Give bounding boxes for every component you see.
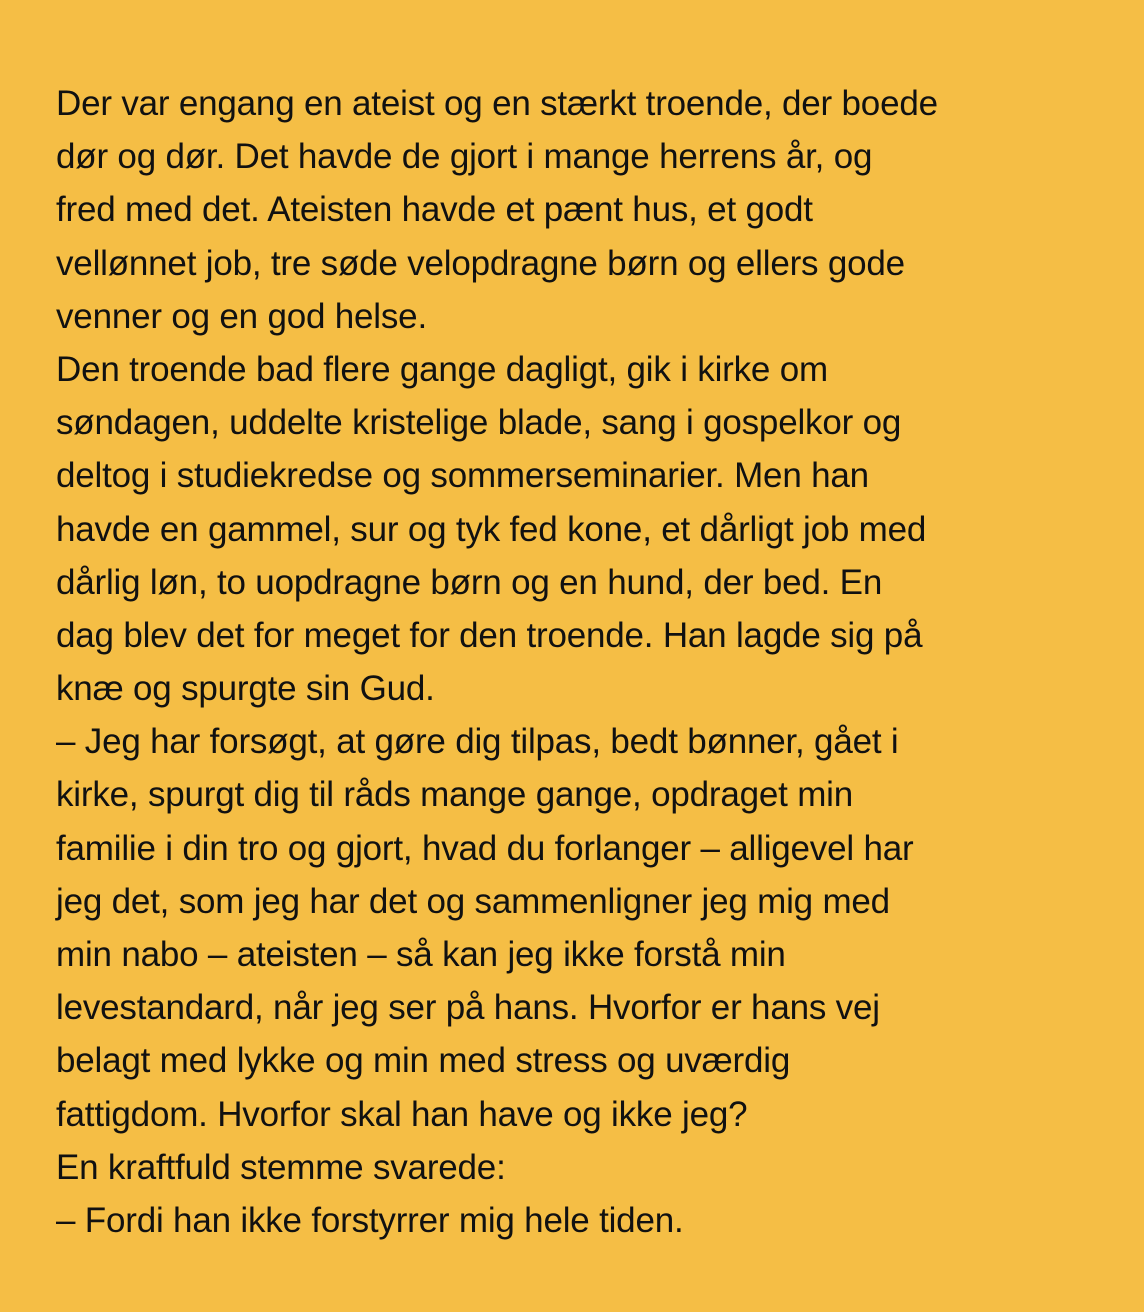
story-line: knæ og spurgte sin Gud.	[56, 669, 435, 709]
story-line: Den troende bad flere gange dagligt, gik i kirke om	[56, 349, 828, 389]
story-line: deltog i studiekredse og sommerseminarier. Men han	[56, 456, 869, 496]
story-line: dag blev det for meget for den troende. Han lagde sig på	[56, 615, 923, 655]
story-line: En kraftfuld stemme svarede:	[56, 1147, 506, 1187]
story-line: jeg det, som jeg har det og sammenligner jeg mig med	[56, 881, 890, 921]
story-line: venner og en god helse.	[56, 296, 427, 336]
story-line: havde en gammel, sur og tyk fed kone, et dårligt job med	[56, 509, 927, 549]
story-line: søndagen, uddelte kristelige blade, sang i gospelkor og	[56, 403, 902, 443]
story-line: – Jeg har forsøgt, at gøre dig tilpas, bedt bønner, gået i	[56, 722, 899, 762]
story-line: dør og dør. Det havde de gjort i mange herrens år, og	[56, 137, 873, 177]
story-line: dårlig løn, to uopdragne børn og en hund, der bed. En	[56, 562, 883, 602]
story-line: vellønnet job, tre søde velopdragne børn og ellers gode	[56, 243, 905, 283]
story-line: familie i din tro og gjort, hvad du forlanger – alligevel har	[56, 828, 914, 868]
story-line: kirke, spurgt dig til råds mange gange, opdraget min	[56, 775, 853, 815]
story-line: levestandard, når jeg ser på hans. Hvorfor er hans vej	[56, 988, 880, 1028]
story-text-block	[56, 77, 1116, 1247]
story-line: belagt med lykke og min med stress og uværdig	[56, 1041, 791, 1081]
story-line: Der var engang en ateist og en stærkt troende, der boede	[56, 84, 938, 123]
story-line: fattigdom. Hvorfor skal han have og ikke jeg?	[56, 1094, 748, 1134]
story-line: fred med det. Ateisten havde et pænt hus, et godt	[56, 190, 813, 230]
story-line: min nabo – ateisten – så kan jeg ikke forstå min	[56, 935, 786, 974]
story-line: – Fordi han ikke forstyrrer mig hele tiden.	[56, 1200, 684, 1240]
